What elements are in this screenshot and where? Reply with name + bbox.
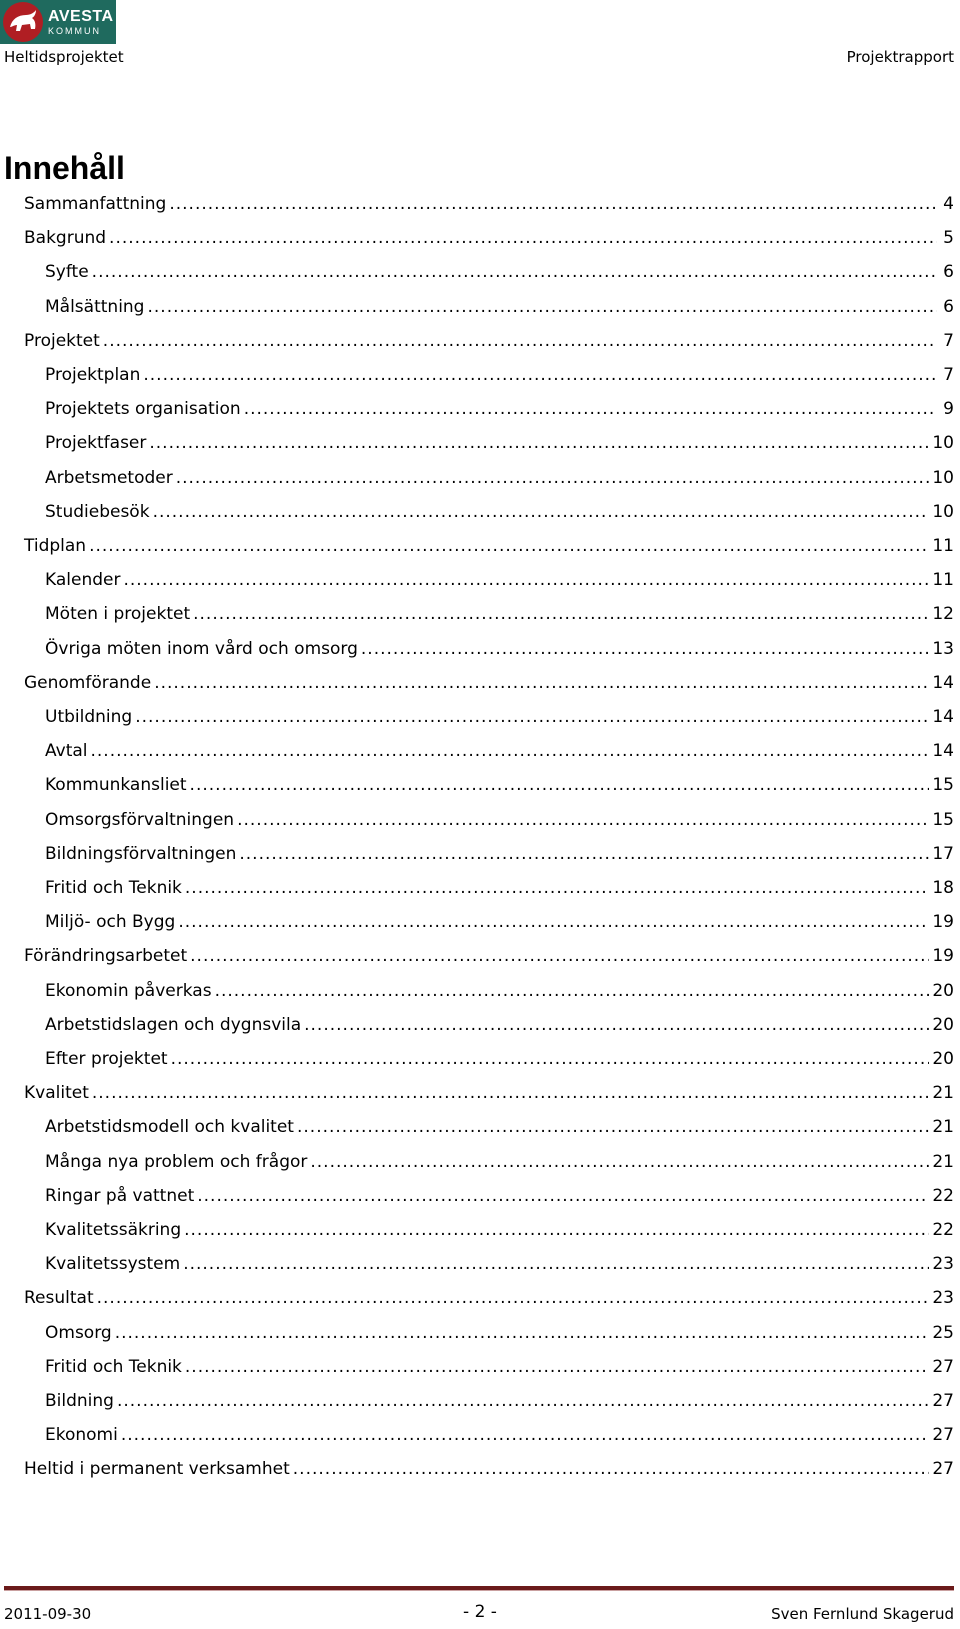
toc-dot-leader <box>185 1353 929 1381</box>
toc-dot-leader <box>123 566 929 594</box>
toc-entry-label: Kvalitet <box>24 1083 89 1104</box>
toc-entry-label: Bildning <box>45 1391 114 1411</box>
toc-dot-leader <box>178 908 929 936</box>
toc-entry[interactable] <box>45 1353 954 1381</box>
toc-entry-label: Omsorg <box>45 1322 112 1343</box>
toc-entry[interactable] <box>45 600 954 628</box>
toc-dot-leader <box>215 977 930 1005</box>
toc-entry-label: Omsorgsförvaltningen <box>45 809 235 830</box>
toc-dot-leader <box>109 224 937 252</box>
toc-entry[interactable] <box>45 840 954 868</box>
toc-entry-page: 20 <box>932 1014 954 1035</box>
toc-entry[interactable] <box>45 771 954 799</box>
toc-entry[interactable] <box>45 1113 954 1141</box>
toc-entry-page: 6 <box>943 262 954 283</box>
toc-entry-page: 12 <box>932 604 954 625</box>
toc-dot-leader <box>293 1455 930 1483</box>
footer-author: Sven Fernlund Skagerud <box>771 1605 954 1623</box>
toc-dot-leader <box>310 1148 929 1176</box>
toc-dot-leader <box>121 1421 930 1449</box>
toc-dot-leader <box>91 737 930 765</box>
toc-dot-leader <box>237 806 929 834</box>
toc-entry-page: 5 <box>943 228 954 249</box>
toc-entry[interactable] <box>24 1284 954 1312</box>
toc-entry-label: Övriga möten inom vård och omsorg <box>45 638 358 659</box>
footer-date: 2011-09-30 <box>4 1605 92 1623</box>
toc-entry-label: Ringar på vattnet <box>45 1185 195 1206</box>
toc-dot-leader <box>135 703 929 731</box>
toc-entry-label: Många nya problem och frågor <box>45 1151 308 1172</box>
toc-entry[interactable] <box>45 1182 954 1210</box>
toc-entry-page: 4 <box>943 194 954 214</box>
toc-dot-leader <box>97 1284 930 1312</box>
toc-entry-label: Arbetstidsmodell och kvalitet <box>45 1117 294 1138</box>
toc-entry-label: Kvalitetssäkring <box>45 1220 182 1240</box>
toc-entry[interactable] <box>24 190 954 218</box>
toc-entry-label: Arbetsmetoder <box>45 467 173 488</box>
toc-dot-leader <box>197 1182 929 1210</box>
toc-entry[interactable] <box>45 1250 954 1278</box>
toc-entry[interactable] <box>45 1148 954 1176</box>
toc-entry-label: Ekonomin påverkas <box>45 980 212 1001</box>
toc-entry-page: 27 <box>932 1425 954 1446</box>
toc-entry-page: 7 <box>943 330 954 351</box>
toc-entry[interactable] <box>45 874 954 902</box>
toc-entry[interactable] <box>45 361 954 389</box>
toc-entry-page: 25 <box>932 1322 954 1343</box>
toc-entry[interactable] <box>45 1045 954 1073</box>
header-document-type: Projektrapport <box>846 48 954 66</box>
header-project-name: Heltidsprojektet <box>4 48 124 66</box>
toc-entry[interactable] <box>24 224 954 252</box>
toc-entry[interactable] <box>45 806 954 834</box>
toc-entry-page: 10 <box>932 467 954 488</box>
toc-entry-label: Avtal <box>45 741 88 762</box>
toc-entry[interactable] <box>24 1455 954 1483</box>
toc-entry[interactable] <box>45 635 954 663</box>
toc-dot-leader <box>154 669 929 697</box>
toc-dot-leader <box>143 361 937 389</box>
toc-entry-label: Bildningsförvaltningen <box>45 843 237 864</box>
toc-entry-label: Fritid och Teknik <box>45 1356 182 1377</box>
toc-entry-page: 19 <box>932 912 954 933</box>
toc-entry-label: Arbetstidslagen och dygnsvila <box>45 1014 302 1035</box>
toc-entry-page: 21 <box>932 1151 954 1172</box>
toc-entry-page: 23 <box>932 1288 954 1309</box>
toc-entry[interactable] <box>45 703 954 731</box>
avesta-kommun-logo <box>0 0 116 44</box>
toc-entry-page: 21 <box>932 1083 954 1104</box>
footer-rule <box>4 1586 954 1591</box>
toc-entry-page: 7 <box>943 365 954 385</box>
logo-subtitle: KOMMUN <box>48 25 101 36</box>
toc-dot-leader <box>149 429 929 457</box>
toc-entry-page: 22 <box>932 1185 954 1206</box>
toc-entry-page: 27 <box>932 1356 954 1377</box>
toc-entry-label: Projektets organisation <box>45 399 241 420</box>
toc-entry-page: 22 <box>932 1220 954 1240</box>
toc-entry[interactable] <box>24 942 954 970</box>
toc-entry[interactable] <box>45 293 954 321</box>
toc-entry-page: 23 <box>932 1254 954 1275</box>
toc-dot-leader <box>239 840 929 868</box>
toc-entry-label: Utbildning <box>45 707 133 727</box>
toc-dot-leader <box>304 1011 929 1039</box>
toc-dot-leader <box>92 1079 929 1107</box>
toc-dot-leader <box>244 395 937 423</box>
toc-entry-label: Bakgrund <box>24 228 107 249</box>
toc-entry[interactable] <box>24 532 954 560</box>
toc-entry[interactable] <box>24 669 954 697</box>
toc-dot-leader <box>185 874 929 902</box>
toc-entry[interactable] <box>45 498 954 526</box>
toc-entry-page: 17 <box>932 843 954 864</box>
toc-entry-label: Möten i projektet <box>45 604 191 625</box>
toc-entry-label: Förändringsarbetet <box>24 946 188 967</box>
toc-entry-label: Projektfaser <box>45 433 147 454</box>
toc-entry-label: Kommunkansliet <box>45 775 187 796</box>
toc-entry-label: Kvalitetssystem <box>45 1254 181 1275</box>
toc-dot-leader <box>171 1045 930 1073</box>
toc-entry-label: Genomförande <box>24 672 152 693</box>
toc-entry[interactable] <box>45 429 954 457</box>
toc-entry[interactable] <box>45 1011 954 1039</box>
toc-entry-page: 15 <box>932 775 954 796</box>
footer-page-number: - 2 - <box>463 1602 497 1622</box>
toc-entry-page: 14 <box>932 741 954 762</box>
logo-name: AVESTA <box>48 7 114 25</box>
toc-entry-page: 27 <box>932 1459 954 1480</box>
toc-entry[interactable] <box>45 977 954 1005</box>
toc-entry[interactable] <box>45 1421 954 1449</box>
toc-entry-page: 20 <box>932 1049 954 1069</box>
toc-entry-page: 15 <box>932 809 954 830</box>
toc-entry[interactable] <box>45 1216 954 1244</box>
toc-entry[interactable] <box>45 258 954 286</box>
toc-dot-leader <box>153 498 930 526</box>
toc-entry-page: 18 <box>932 878 954 898</box>
toc-entry-label: Syfte <box>45 262 89 283</box>
toc-entry[interactable] <box>45 737 954 765</box>
toc-entry-label: Målsättning <box>45 296 145 317</box>
toc-entry[interactable] <box>45 908 954 936</box>
toc-entry-page: 10 <box>932 433 954 454</box>
toc-entry-label: Efter projektet <box>45 1049 168 1069</box>
toc-entry-label: Heltid i permanent verksamhet <box>24 1459 290 1480</box>
toc-entry[interactable] <box>45 395 954 423</box>
toc-entry-page: 9 <box>943 399 954 420</box>
toc-entry-label: Projektet <box>24 330 100 351</box>
toc-dot-leader <box>190 942 929 970</box>
toc-entry[interactable] <box>45 1319 954 1347</box>
toc-dot-leader <box>190 771 930 799</box>
toc-dot-leader <box>184 1216 929 1244</box>
toc-entry[interactable] <box>24 1079 954 1107</box>
toc-dot-leader <box>193 600 929 628</box>
toc-entry-label: Tidplan <box>24 536 87 556</box>
toc-dot-leader <box>176 464 930 492</box>
toc-dot-leader <box>115 1319 930 1347</box>
toc-entry-label: Kalender <box>45 570 121 591</box>
toc-entry-page: 14 <box>932 672 954 693</box>
toc-entry-page: 11 <box>932 536 954 556</box>
toc-dot-leader <box>361 635 929 663</box>
toc-entry[interactable] <box>45 1387 954 1415</box>
toc-dot-leader <box>103 327 937 355</box>
toc-entry-page: 11 <box>932 570 954 591</box>
toc-entry-page: 20 <box>932 980 954 1001</box>
toc-entry-label: Projektplan <box>45 365 141 385</box>
toc-entry-page: 6 <box>943 296 954 317</box>
toc-title: Innehåll <box>4 150 125 186</box>
toc-dot-leader <box>89 532 929 560</box>
toc-entry-page: 13 <box>932 638 954 659</box>
toc-entry-label: Ekonomi <box>45 1425 118 1446</box>
toc-entry-label: Studiebesök <box>45 501 150 522</box>
toc-dot-leader <box>297 1113 929 1141</box>
toc-dot-leader <box>169 190 937 218</box>
toc-entry-label: Resultat <box>24 1288 94 1309</box>
bull-emblem-icon <box>2 1 44 43</box>
toc-entry-page: 14 <box>932 707 954 727</box>
toc-entry-label: Miljö- och Bygg <box>45 912 176 933</box>
toc-entry-page: 10 <box>932 501 954 522</box>
toc-dot-leader <box>183 1250 929 1278</box>
toc-dot-leader <box>147 293 937 321</box>
toc-entry[interactable] <box>24 327 954 355</box>
toc-entry-page: 27 <box>932 1391 954 1411</box>
toc-entry-label: Sammanfattning <box>24 194 167 214</box>
toc-entry-page: 21 <box>932 1117 954 1138</box>
toc-entry-label: Fritid och Teknik <box>45 878 182 898</box>
toc-entry[interactable] <box>45 566 954 594</box>
toc-dot-leader <box>92 258 937 286</box>
toc-entry-page: 19 <box>932 946 954 967</box>
toc-dot-leader <box>117 1387 929 1415</box>
toc-entry[interactable] <box>45 464 954 492</box>
